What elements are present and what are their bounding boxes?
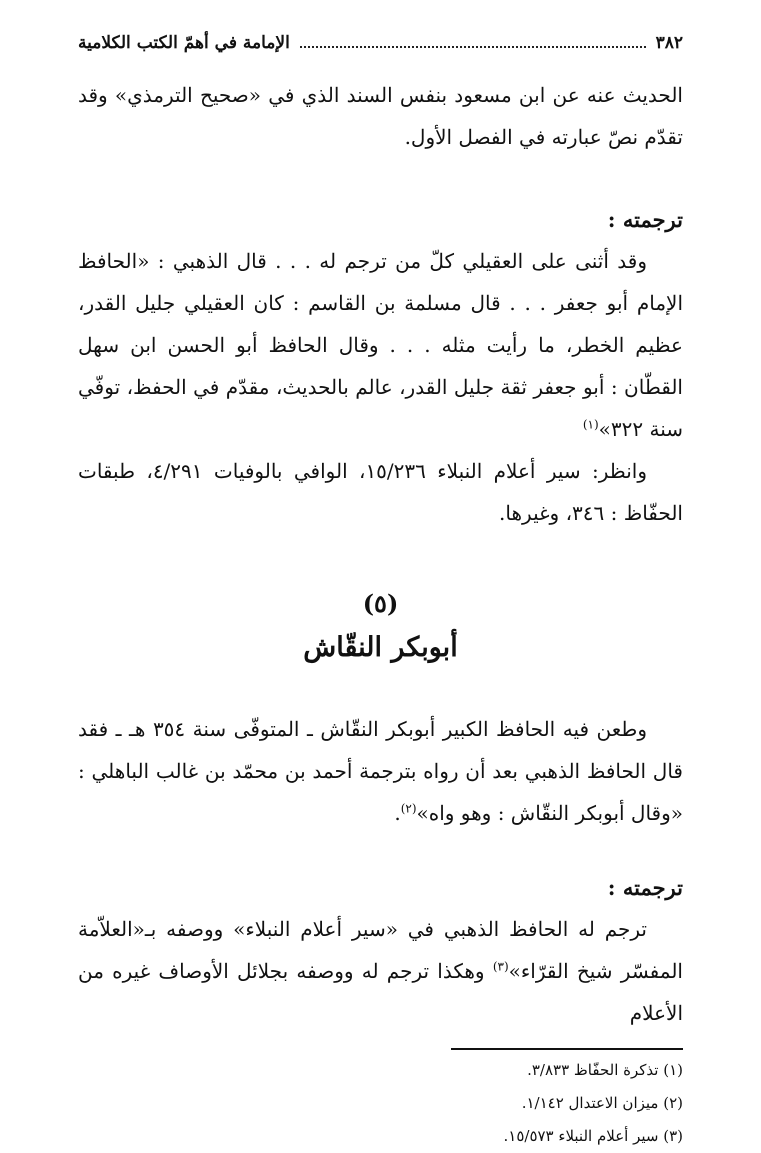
page-number: ٣٨٢ [655, 33, 683, 53]
footnote-3: (٣) سير أعلام النبلاء ١٥/٥٧٣. [503, 1127, 683, 1145]
paragraph-5-text-a: ترجم له الحافظ الذهبي في «سير أعلام النبلاء» ووصفه بـ«العلاّمة المفسّر شيخ القرّاء» [78, 917, 683, 983]
paragraph-4-text: وطعن فيه الحافظ الكبير أبوبكر النقّاش ـ المتوفّى سنة ٣٥٤ هـ ـ فقد قال الحافظ الذهبي بعد أن رواه بترجمة أحمد بن محمّد بن غالب الباهلي : «وقال أبوبكر النقّاش : وهو واه» [78, 717, 683, 825]
section-heading-biography-1: ترجمته : [607, 207, 683, 232]
paragraph-2 [78, 240, 683, 450]
paragraph-4-end: . [394, 801, 401, 825]
footnote-ref-1[interactable]: (١) [582, 417, 599, 432]
paragraph-1: الحديث عنه عن ابن مسعود بنفس السند الذي في «صحيح الترمذي» وقد تقدّم نصّ عبارته في الفصل الأول. [78, 83, 683, 149]
footnote-ref-3[interactable]: (٣) [492, 959, 509, 974]
footnote-1: (١) تذكرة الحفّاظ ٣/٨٣٣. [527, 1061, 683, 1079]
paragraph-5 [78, 908, 683, 1034]
paragraph-4 [78, 708, 683, 834]
footnote-ref-2[interactable]: (٢) [400, 801, 417, 816]
footnote-2: (٢) ميزان الاعتدال ١/١٤٢. [521, 1094, 683, 1112]
footnotes [78, 1054, 683, 1153]
footnote-separator [451, 1048, 683, 1050]
section-title: أبوبكر النقّاش [303, 632, 458, 663]
paragraph-5-text-b: وهكذا ترجم له ووصفه بجلائل الأوصاف غيره من الأعلام [78, 959, 683, 1025]
running-title: الإمامة في أهمّ الكتب الكلامية [78, 33, 290, 53]
paragraph-2-text: وقد أثنى على العقيلي كلّ من ترجم له . . . قال الذهبي : «الحافظ الإمام أبو جعفر . . . قال مسلمة بن القاسم : كان العقيلي جليل القدر، عظيم الخطر، ما رأيت مثله . . . وقال الحافظ أبو الحسن ابن سهل القطّان : أبو جعفر ثقة جليل القدر، عالم بالحديث، مقدّم في الحفظ، توفّي سنة ٣٢٢» [78, 249, 683, 441]
section-heading-biography-2: ترجمته : [607, 875, 683, 900]
section-number: (٥) [362, 589, 399, 618]
book-page [78, 26, 683, 1145]
paragraph-3: وانظر: سير أعلام النبلاء ١٥/٢٣٦، الوافي بالوفيات ٤/٢٩١، طبقات الحفّاظ : ٣٤٦، وغيرها. [78, 459, 683, 525]
running-header [78, 26, 683, 60]
header-dotted-leader [300, 46, 646, 48]
